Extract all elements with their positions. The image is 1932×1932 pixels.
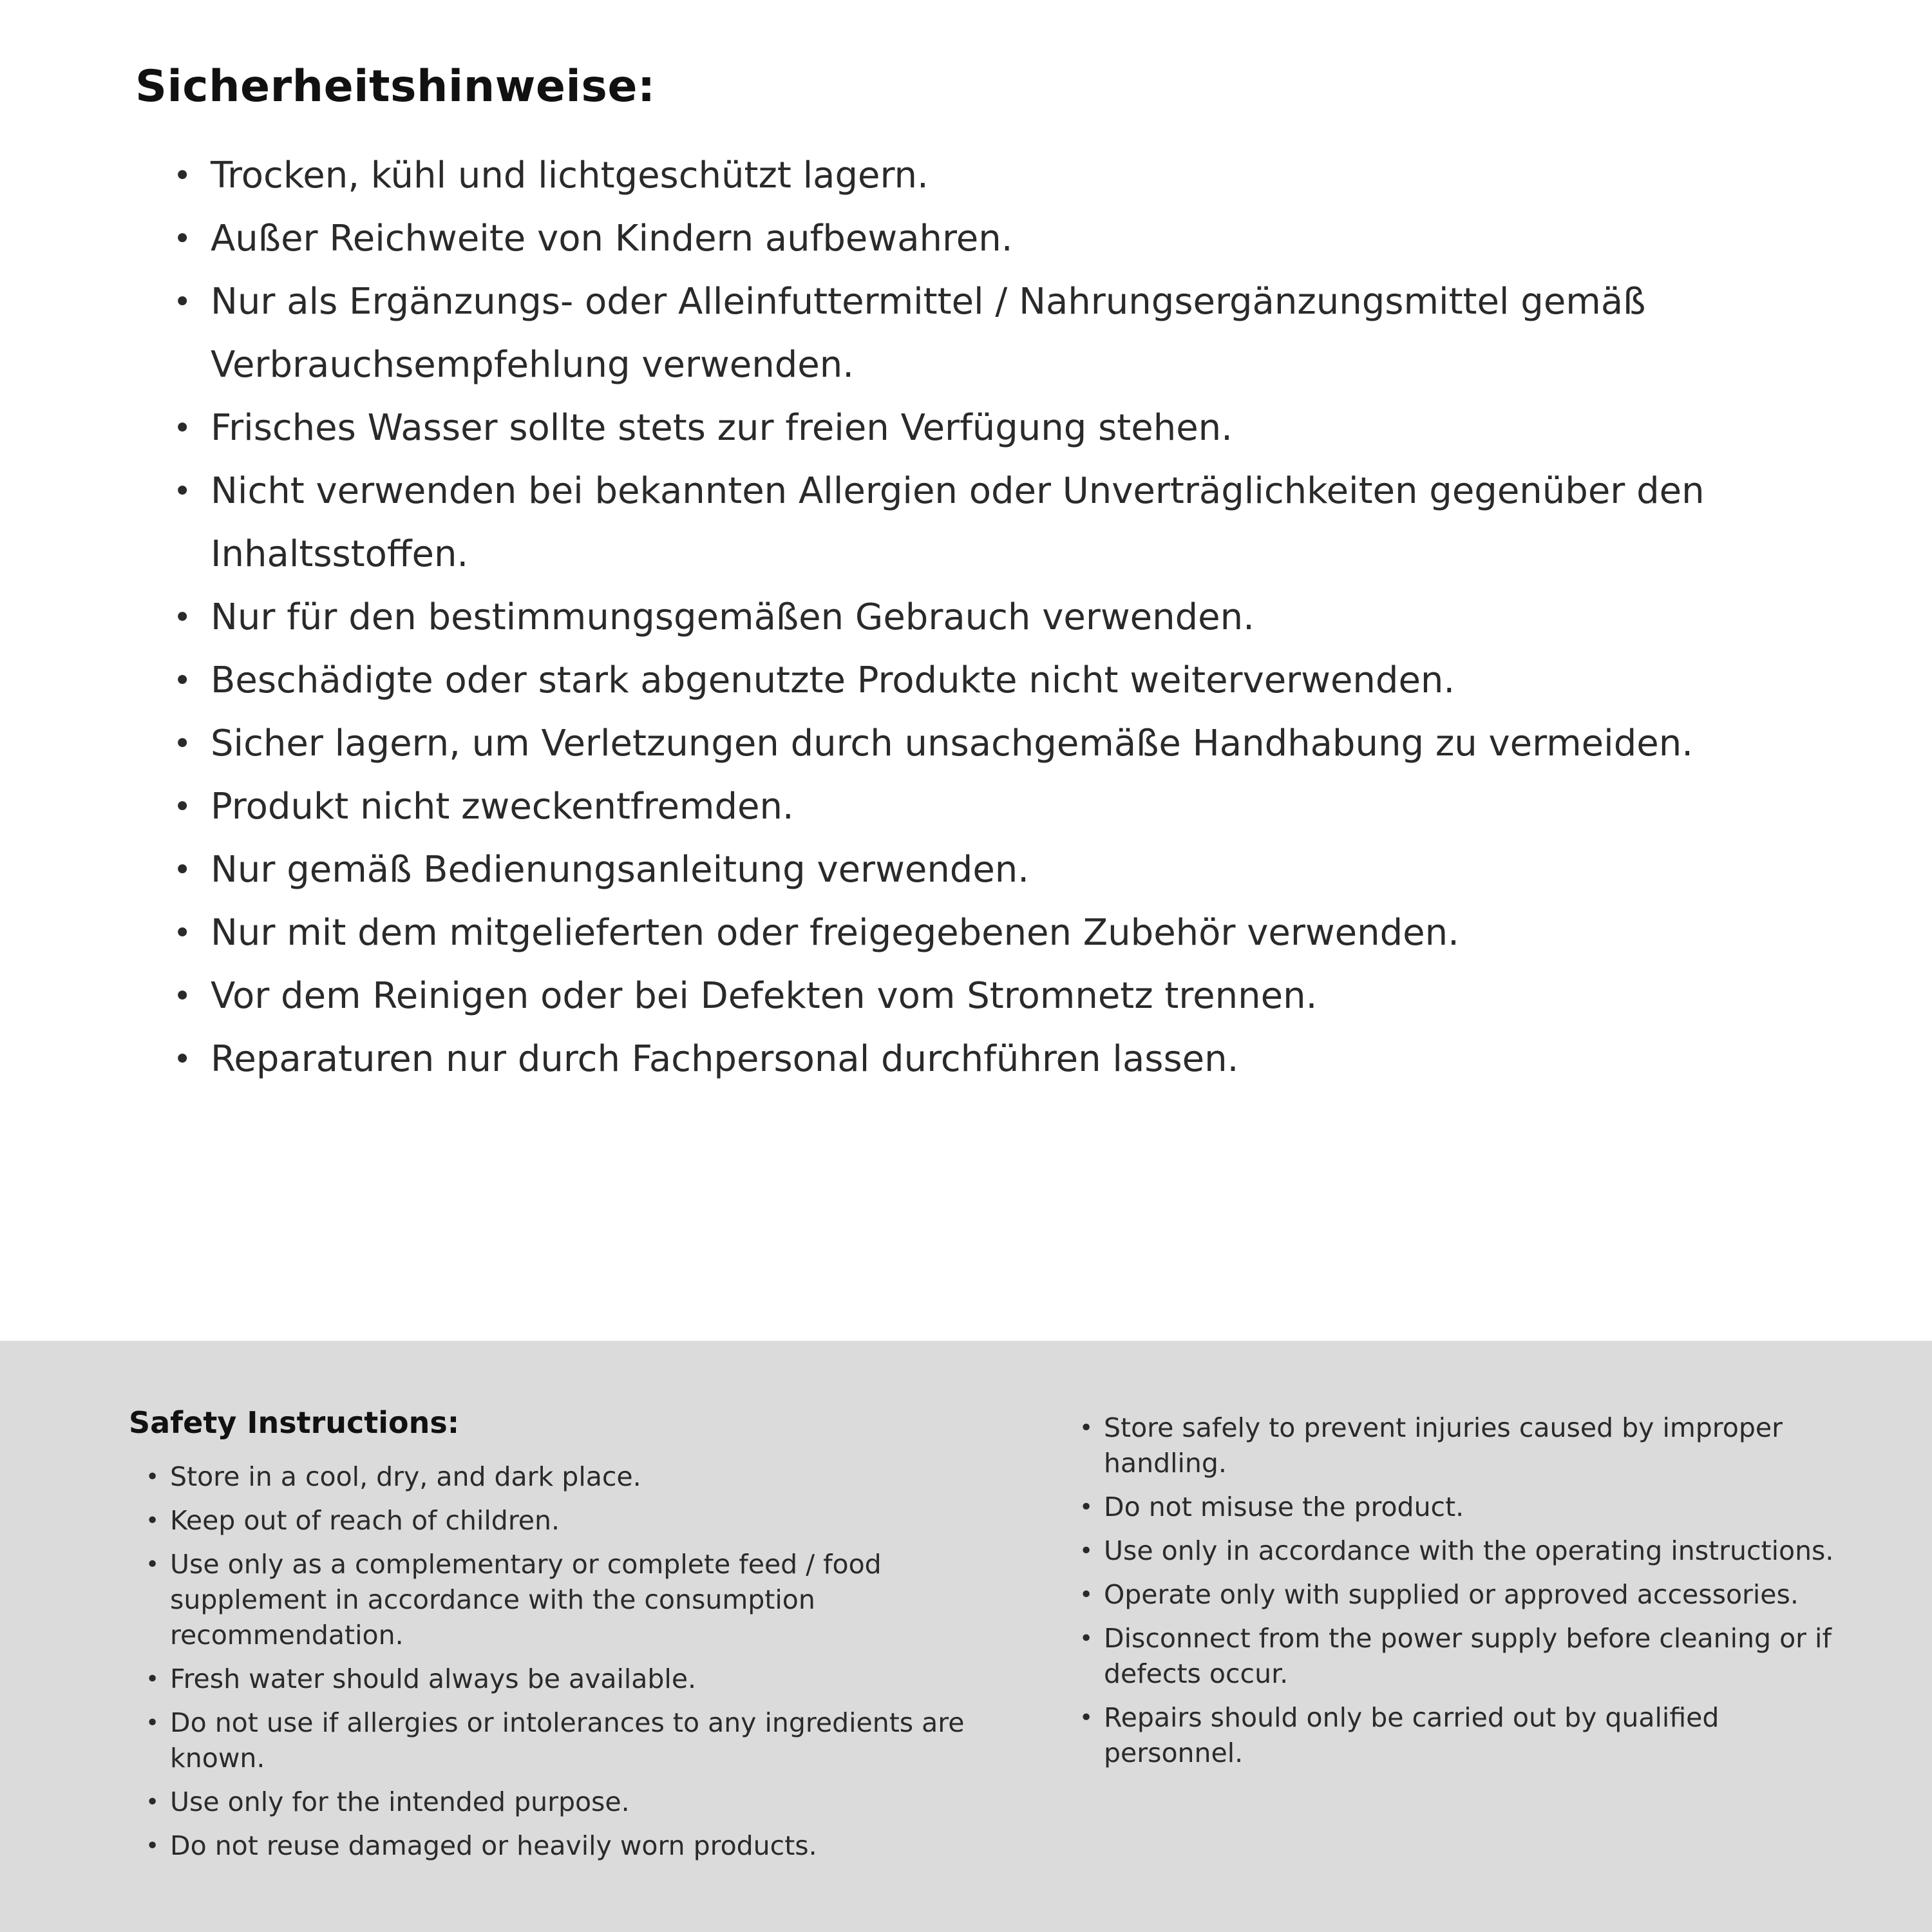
list-item: • Trocken, kühl und lichtgeschützt lagern. [171,144,1835,207]
english-right-column [1063,1405,1835,1893]
list-item: • Nur für den bestimmungsgemäßen Gebrauch verwenden. [171,586,1835,649]
list-item: • Do not misuse the product. [1075,1490,1835,1525]
list-item: • Vor dem Reinigen oder bei Defekten vom Stromnetz trennen. [171,965,1835,1028]
list-item: • Produkt nicht zweckentfremden. [171,775,1835,838]
list-item: • Use only as a complementary or complete feed / food supplement in accordance with the consumption recommendation. [142,1547,979,1653]
list-item: • Store in a cool, dry, and dark place. [142,1459,979,1495]
english-left-column [129,1405,979,1893]
list-item: • Disconnect from the power supply before cleaning or if defects occur. [1075,1621,1835,1692]
english-title: Safety Instructions: [129,1405,460,1440]
list-item: • Frisches Wasser sollte stets zur freien Verfügung stehen. [171,397,1835,460]
list-item: • Use only for the intended purpose. [142,1785,979,1820]
list-item: • Fresh water should always be available. [142,1662,979,1697]
list-item: • Nicht verwenden bei bekannten Allergien oder Unverträglichkeiten gegenüber den Inhaltsstoffen. [171,460,1835,586]
list-item: • Nur gemäß Bedienungsanleitung verwenden. [171,838,1835,902]
list-item: • Store safely to prevent injuries caused by improper handling. [1075,1410,1835,1481]
list-item: • Keep out of reach of children. [142,1503,979,1539]
list-item: • Repairs should only be carried out by qualified personnel. [1075,1700,1835,1771]
german-title: Sicherheitshinweise: [135,61,656,112]
list-item: • Nur als Ergänzungs- oder Alleinfuttermittel / Nahrungsergänzungsmittel gemäß Verbrauchsempfehlung verwenden. [171,270,1835,397]
german-safety-list [171,144,1835,1091]
list-item: • Use only in accordance with the operating instructions. [1075,1533,1835,1569]
list-item: • Sicher lagern, um Verletzungen durch unsachgemäße Handhabung zu vermeiden. [171,712,1835,775]
list-item: • Do not reuse damaged or heavily worn products. [142,1828,979,1864]
english-safety-list-left [142,1459,979,1864]
list-item: • Außer Reichweite von Kindern aufbewahren. [171,207,1835,270]
list-item: • Reparaturen nur durch Fachpersonal durchführen lassen. [171,1028,1835,1091]
list-item: • Beschädigte oder stark abgenutzte Produkte nicht weiterverwenden. [171,649,1835,712]
english-safety-list-right [1075,1410,1835,1771]
english-section [0,1341,1932,1932]
list-item: • Do not use if allergies or intolerances to any ingredients are known. [142,1705,979,1776]
list-item: • Nur mit dem mitgelieferten oder freigegebenen Zubehör verwenden. [171,902,1835,965]
list-item: • Operate only with supplied or approved accessories. [1075,1577,1835,1613]
